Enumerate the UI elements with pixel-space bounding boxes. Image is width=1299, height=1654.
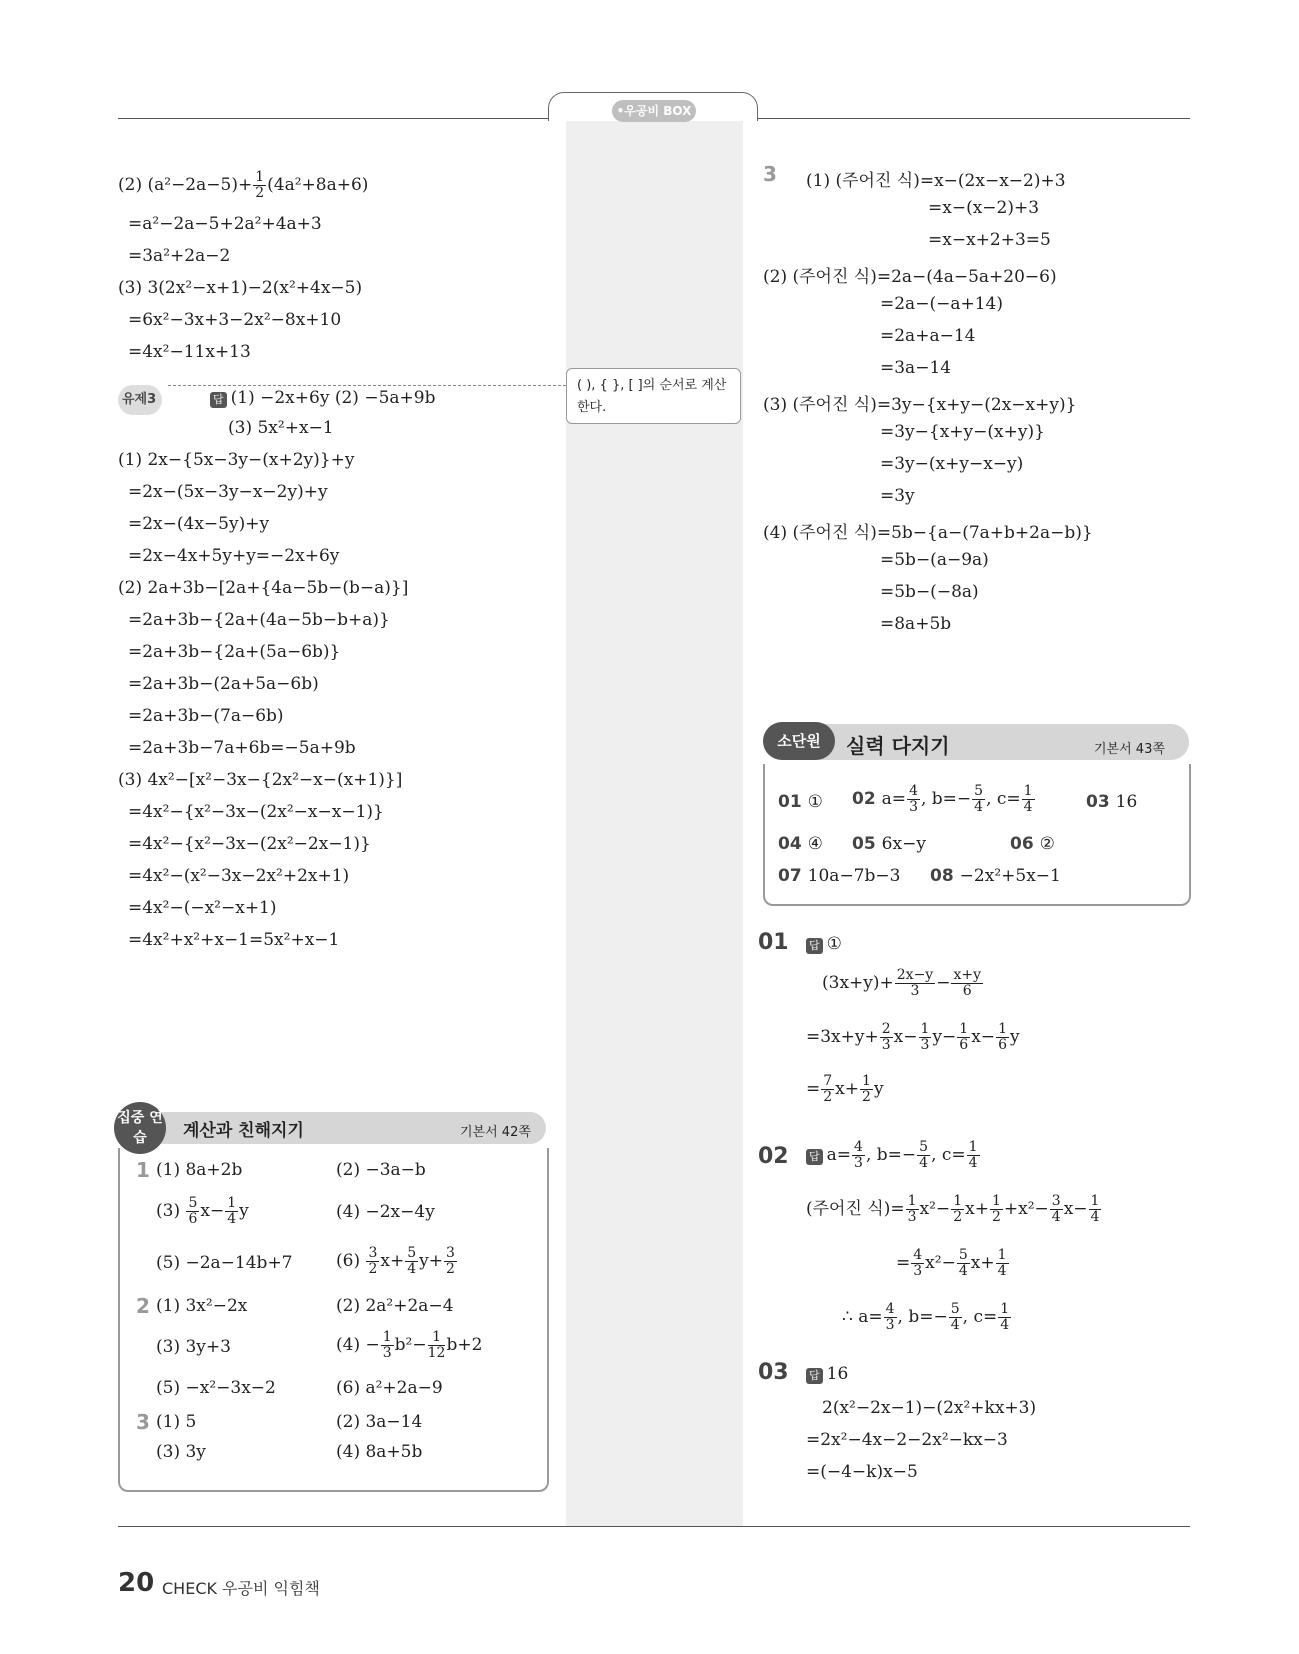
solution-line: =3x+y+ $\frac{2}{3}$ x− $\frac{1}{3}$ y− $\frac{1}{6}$ x− $\frac{1}{6}$ y bbox=[806, 1021, 1020, 1053]
left-line: (1) 2x−{5x−3y−(x+2y)}+y bbox=[118, 450, 355, 470]
practice-item: (3) 3y bbox=[156, 1442, 206, 1462]
left-line: =3a²+2a−2 bbox=[128, 246, 231, 266]
answer-icon: 답 bbox=[806, 1149, 823, 1165]
practice-badge: 집중 연습 bbox=[114, 1102, 166, 1154]
page-number: 20 bbox=[118, 1568, 155, 1598]
right-line: =5b−(−8a) bbox=[880, 582, 979, 602]
left-line: (2) 2a+3b−[2a+{4a−5b−(b−a)}] bbox=[118, 578, 409, 598]
practice-item: (4) − $\frac{1}{3}$ b²− $\frac{1}{12}$ b+2 bbox=[336, 1329, 483, 1361]
right-line: =8a+5b bbox=[880, 614, 952, 634]
sidebar-column bbox=[566, 112, 743, 1526]
answer-05: 05 6x−y bbox=[852, 834, 926, 854]
left-line: =4x²−(x²−3x−2x²+2x+1) bbox=[128, 866, 350, 886]
answer-icon: 답 bbox=[806, 1368, 823, 1384]
solution-number: 03 bbox=[758, 1360, 789, 1385]
left-line: =4x²+x²+x−1=5x²+x−1 bbox=[128, 930, 340, 950]
left-line: =6x²−3x+3−2x²−8x+10 bbox=[128, 310, 342, 330]
left-line: (2) (a²−2a−5)+ $\frac{1}{2}$ (4a²+8a+6) bbox=[118, 169, 369, 201]
left-line: =2a+3b−7a+6b=−5a+9b bbox=[128, 738, 356, 758]
left-line: =2x−4x+5y+y=−2x+6y bbox=[128, 546, 340, 566]
right-line: (4) (주어진 식)=5b−{a−(7a+b+2a−b)} bbox=[763, 523, 1093, 543]
solution-line: =2x²−4x−2−2x²−kx−3 bbox=[806, 1430, 1008, 1450]
sidebar-note: ( ), { }, [ ]의 순서로 계산한다. bbox=[566, 368, 741, 424]
section-tag: 소단원 bbox=[763, 722, 835, 760]
yuje-answer: (3) 5x²+x−1 bbox=[228, 418, 334, 438]
section-ref: 기본서 43쪽 bbox=[1094, 742, 1165, 757]
right-line: =3a−14 bbox=[880, 358, 952, 378]
practice-title: 계산과 친해지기 bbox=[183, 1121, 304, 1141]
left-line: =2a+3b−{2a+(4a−5b−b+a)} bbox=[128, 610, 390, 630]
right-line: (1) (주어진 식)=x−(2x−x−2)+3 bbox=[806, 171, 1066, 191]
solution-number: 01 bbox=[758, 930, 789, 955]
right-line: =2a−(−a+14) bbox=[880, 294, 1003, 314]
practice-item: (3) 3y+3 bbox=[156, 1337, 231, 1357]
left-line: =2a+3b−(7a−6b) bbox=[128, 706, 284, 726]
right-line: =3y−{x+y−(x+y)} bbox=[880, 422, 1045, 442]
practice-ref: 기본서 42쪽 bbox=[460, 1125, 531, 1140]
right-line: =3y bbox=[880, 486, 915, 506]
answer-08: 08 −2x²+5x−1 bbox=[930, 866, 1061, 886]
header-rule-right bbox=[756, 118, 1190, 119]
answer-icon: 답 bbox=[806, 938, 823, 954]
answer-06: 06 ② bbox=[1010, 834, 1055, 854]
footer-rule bbox=[118, 1526, 1190, 1527]
practice-item: (2) 2a²+2a−4 bbox=[336, 1296, 454, 1316]
answer-07: 07 10a−7b−3 bbox=[778, 866, 901, 886]
practice-item: (3) $\frac{5}{6}$ x− $\frac{1}{4}$ y bbox=[156, 1195, 249, 1227]
left-line: =4x²−{x²−3x−(2x²−2x−1)} bbox=[128, 834, 371, 854]
right-line: (3) (주어진 식)=3y−{x+y−(2x−x+y)} bbox=[763, 395, 1077, 415]
solution-answer: 답 a= $\frac{4}{3}$ , b=− $\frac{5}{4}$ , c= $\frac{1}{4}$ bbox=[806, 1140, 981, 1171]
yuje-label: 유제3 bbox=[118, 385, 162, 415]
practice-item: (6) a²+2a−9 bbox=[336, 1378, 443, 1398]
left-line: =a²−2a−5+2a²+4a+3 bbox=[128, 214, 322, 234]
left-line: =2x−(4x−5y)+y bbox=[128, 514, 270, 534]
solution-line: =(−4−k)x−5 bbox=[806, 1462, 918, 1482]
solution-line: = $\frac{4}{3}$ x²− $\frac{5}{4}$ x+ $\frac{1}{4}$ bbox=[896, 1247, 1007, 1279]
left-line: =4x²−(−x²−x+1) bbox=[128, 898, 277, 918]
left-line: =2a+3b−{2a+(5a−6b)} bbox=[128, 642, 341, 662]
solution-line: = $\frac{7}{2}$ x+ $\frac{1}{2}$ y bbox=[806, 1073, 884, 1105]
left-line: (3) 3(2x²−x+1)−2(x²+4x−5) bbox=[118, 278, 363, 298]
practice-item: (2) 3a−14 bbox=[336, 1412, 423, 1432]
practice-item: (2) −3a−b bbox=[336, 1160, 426, 1180]
practice-item: (1) 8a+2b bbox=[156, 1160, 243, 1180]
solution-line: 2(x²−2x−1)−(2x²+kx+3) bbox=[822, 1398, 1037, 1418]
left-line: =2a+3b−(2a+5a−6b) bbox=[128, 674, 319, 694]
answer-icon: 답 bbox=[210, 392, 227, 408]
solution-answer: 답 16 bbox=[806, 1364, 848, 1384]
practice-item: (4) −2x−4y bbox=[336, 1202, 435, 1222]
solution-line: ∴ a= $\frac{4}{3}$ , b=− $\frac{5}{4}$ , c= $\frac{1}{4}$ bbox=[842, 1301, 1010, 1333]
answer-04: 04 ④ bbox=[778, 834, 823, 854]
practice-item: (1) 3x²−2x bbox=[156, 1296, 248, 1316]
practice-item: (4) 8a+5b bbox=[336, 1442, 423, 1462]
left-line: =4x²−11x+13 bbox=[128, 342, 251, 362]
practice-number: 1 bbox=[136, 1158, 150, 1182]
right-line: =x−(x−2)+3 bbox=[928, 198, 1040, 218]
right-line: =3y−(x+y−x−y) bbox=[880, 454, 1024, 474]
right-line: (2) (주어진 식)=2a−(4a−5a+20−6) bbox=[763, 267, 1057, 287]
box-label: •우공비 BOX bbox=[612, 100, 696, 122]
practice-item: (1) 5 bbox=[156, 1412, 197, 1432]
header-rule-left bbox=[118, 118, 548, 119]
solution-line: (주어진 식)= $\frac{1}{3}$ x²− $\frac{1}{2}$ x+ $\frac{1}{2}$ +x²− $\frac{3}{4}$ x− $\frac{1}{4}$ bbox=[806, 1193, 1100, 1225]
answer-02: 02 a= $\frac{4}{3}$ , b=− $\frac{5}{4}$ , c= $\frac{1}{4}$ bbox=[852, 783, 1033, 815]
footer-text: CHECK 우공비 익힘책 bbox=[162, 1579, 320, 1598]
section-title: 실력 다지기 bbox=[846, 734, 950, 758]
practice-item: (5) −2a−14b+7 bbox=[156, 1253, 293, 1273]
answer-03: 03 16 bbox=[1086, 792, 1138, 812]
practice-item: (5) −x²−3x−2 bbox=[156, 1378, 276, 1398]
practice-item: (6) $\frac{3}{2}$ x+ $\frac{5}{4}$ y+ $\frac{3}{2}$ bbox=[336, 1245, 455, 1277]
solution-number: 02 bbox=[758, 1144, 789, 1169]
left-line: =2x−(5x−3y−x−2y)+y bbox=[128, 482, 328, 502]
divider-dashed bbox=[168, 385, 566, 386]
right-line: =x−x+2+3=5 bbox=[928, 230, 1051, 250]
solution-line: (3x+y)+ $\frac{2x-y}{3}$ − $\frac{x+y}{6}$ bbox=[822, 967, 982, 999]
practice-number: 2 bbox=[136, 1294, 150, 1318]
answer-01: 01 ① bbox=[778, 792, 823, 812]
right-line: =5b−(a−9a) bbox=[880, 550, 989, 570]
problem-number: 3 bbox=[763, 162, 777, 186]
solution-answer: 답 ① bbox=[806, 934, 842, 954]
right-line: =2a+a−14 bbox=[880, 326, 976, 346]
left-line: =4x²−{x²−3x−(2x²−x−x−1)} bbox=[128, 802, 384, 822]
yuje-answer: 답 (1) −2x+6y (2) −5a+9b bbox=[210, 388, 435, 408]
practice-number: 3 bbox=[136, 1410, 150, 1434]
left-line: (3) 4x²−[x²−3x−{2x²−x−(x+1)}] bbox=[118, 770, 403, 790]
